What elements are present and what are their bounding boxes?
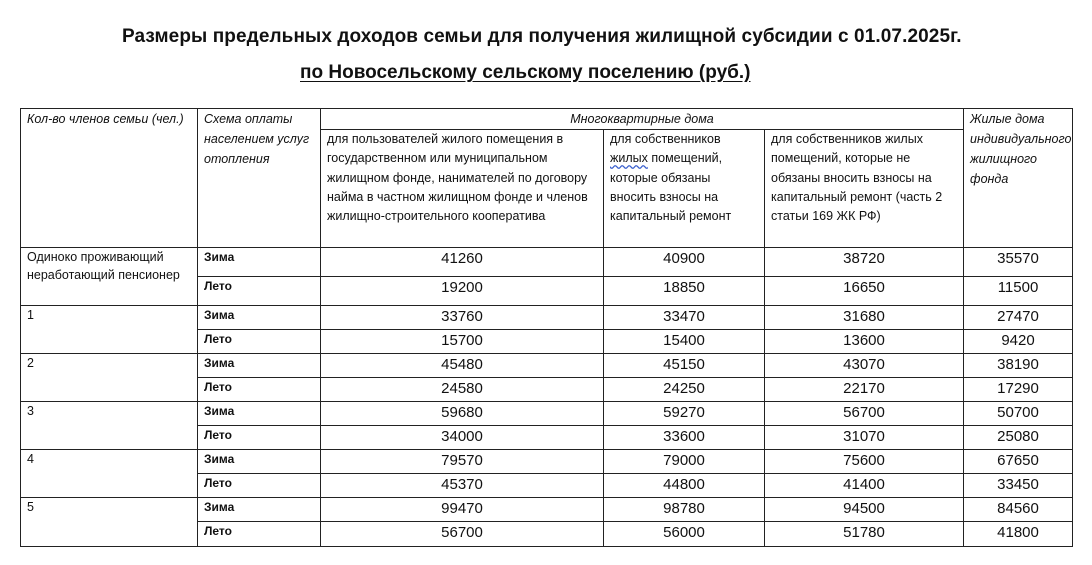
value-owners-not-obliged: 38720 xyxy=(765,248,964,277)
season-cell: Лето xyxy=(198,277,321,306)
table-row xyxy=(21,354,1073,378)
value-owners-obliged: 18850 xyxy=(604,277,765,306)
value-owners-not-obliged: 43070 xyxy=(765,354,964,378)
season-cell: Лето xyxy=(198,378,321,402)
value-owners-not-obliged: 75600 xyxy=(765,450,964,474)
header-members: Кол-во членов семьи (чел.) xyxy=(21,109,198,248)
header-private-houses: Жилые дома индивидуального жилищного фонда xyxy=(964,109,1073,248)
value-public-housing: 19200 xyxy=(321,277,604,306)
header-public-housing: для пользователей жилого помещения в государственном или муниципальном жилищном фонде, нанимателей по договору найма в частном жилищном фонде и членов жилищно-строительного кооператива xyxy=(321,130,604,248)
table-row xyxy=(21,402,1073,426)
value-owners-not-obliged: 31680 xyxy=(765,306,964,330)
header-owners-obliged xyxy=(604,130,765,248)
season-cell: Зима xyxy=(198,450,321,474)
season-cell: Лето xyxy=(198,474,321,498)
value-private-houses: 11500 xyxy=(964,277,1073,306)
page-subtitle: по Новосельскому сельскому поселению (руб.) xyxy=(300,62,751,83)
family-members-cell: 5 xyxy=(21,498,198,547)
table-header-row xyxy=(21,109,1073,130)
header-owners-obliged-post: помещений, которые обязаны вносить взносы на капитальный ремонт xyxy=(610,151,732,224)
value-public-housing: 34000 xyxy=(321,426,604,450)
header-payment-scheme: Схема оплаты населением услуг отопления xyxy=(198,109,321,248)
header-apartment-buildings: Многоквартирные дома xyxy=(321,109,964,130)
value-public-housing: 24580 xyxy=(321,378,604,402)
season-cell: Зима xyxy=(198,306,321,330)
value-public-housing: 59680 xyxy=(321,402,604,426)
family-members-cell: 1 xyxy=(21,306,198,354)
value-owners-obliged: 15400 xyxy=(604,330,765,354)
value-private-houses: 50700 xyxy=(964,402,1073,426)
value-owners-obliged: 24250 xyxy=(604,378,765,402)
value-private-houses: 33450 xyxy=(964,474,1073,498)
season-cell: Зима xyxy=(198,354,321,378)
value-owners-obliged: 56000 xyxy=(604,522,765,547)
header-owners-obliged-pre: для собственников xyxy=(610,132,721,146)
header-owners-not-obliged: для собственников жилых помещений, которые не обязаны вносить взносы на капитальный ремонт (часть 2 статьи 169 ЖК РФ) xyxy=(765,130,964,248)
value-private-houses: 9420 xyxy=(964,330,1073,354)
value-private-houses: 17290 xyxy=(964,378,1073,402)
value-public-housing: 45480 xyxy=(321,354,604,378)
season-cell: Лето xyxy=(198,330,321,354)
value-owners-not-obliged: 31070 xyxy=(765,426,964,450)
page-title: Размеры предельных доходов семьи для получения жилищной субсидии с 01.07.2025г. xyxy=(122,26,962,47)
value-owners-obliged: 79000 xyxy=(604,450,765,474)
value-public-housing: 15700 xyxy=(321,330,604,354)
value-public-housing: 41260 xyxy=(321,248,604,277)
season-cell: Лето xyxy=(198,426,321,450)
value-owners-not-obliged: 13600 xyxy=(765,330,964,354)
value-public-housing: 56700 xyxy=(321,522,604,547)
season-cell: Зима xyxy=(198,402,321,426)
table-row xyxy=(21,306,1073,330)
value-private-houses: 38190 xyxy=(964,354,1073,378)
value-owners-not-obliged: 22170 xyxy=(765,378,964,402)
season-cell: Зима xyxy=(198,498,321,522)
table-row xyxy=(21,498,1073,522)
value-owners-obliged: 33600 xyxy=(604,426,765,450)
table-row xyxy=(21,450,1073,474)
value-owners-obliged: 45150 xyxy=(604,354,765,378)
header-owners-obliged-wavy: жилых xyxy=(610,151,648,166)
value-public-housing: 45370 xyxy=(321,474,604,498)
value-owners-obliged: 33470 xyxy=(604,306,765,330)
value-owners-not-obliged: 16650 xyxy=(765,277,964,306)
value-private-houses: 35570 xyxy=(964,248,1073,277)
family-members-cell: 3 xyxy=(21,402,198,450)
season-cell: Зима xyxy=(198,248,321,277)
value-private-houses: 67650 xyxy=(964,450,1073,474)
value-owners-not-obliged: 56700 xyxy=(765,402,964,426)
value-owners-not-obliged: 51780 xyxy=(765,522,964,547)
value-private-houses: 27470 xyxy=(964,306,1073,330)
value-owners-obliged: 98780 xyxy=(604,498,765,522)
value-owners-not-obliged: 41400 xyxy=(765,474,964,498)
value-private-houses: 84560 xyxy=(964,498,1073,522)
value-public-housing: 79570 xyxy=(321,450,604,474)
value-owners-not-obliged: 94500 xyxy=(765,498,964,522)
season-cell: Лето xyxy=(198,522,321,547)
value-private-houses: 41800 xyxy=(964,522,1073,547)
value-private-houses: 25080 xyxy=(964,426,1073,450)
family-members-cell: 2 xyxy=(21,354,198,402)
table-row xyxy=(21,248,1073,277)
value-public-housing: 33760 xyxy=(321,306,604,330)
family-members-cell: 4 xyxy=(21,450,198,498)
income-limits-table xyxy=(20,108,1073,547)
value-owners-obliged: 59270 xyxy=(604,402,765,426)
family-members-cell: Одиноко проживающий неработающий пенсионер xyxy=(21,248,198,306)
value-owners-obliged: 44800 xyxy=(604,474,765,498)
value-public-housing: 99470 xyxy=(321,498,604,522)
value-owners-obliged: 40900 xyxy=(604,248,765,277)
